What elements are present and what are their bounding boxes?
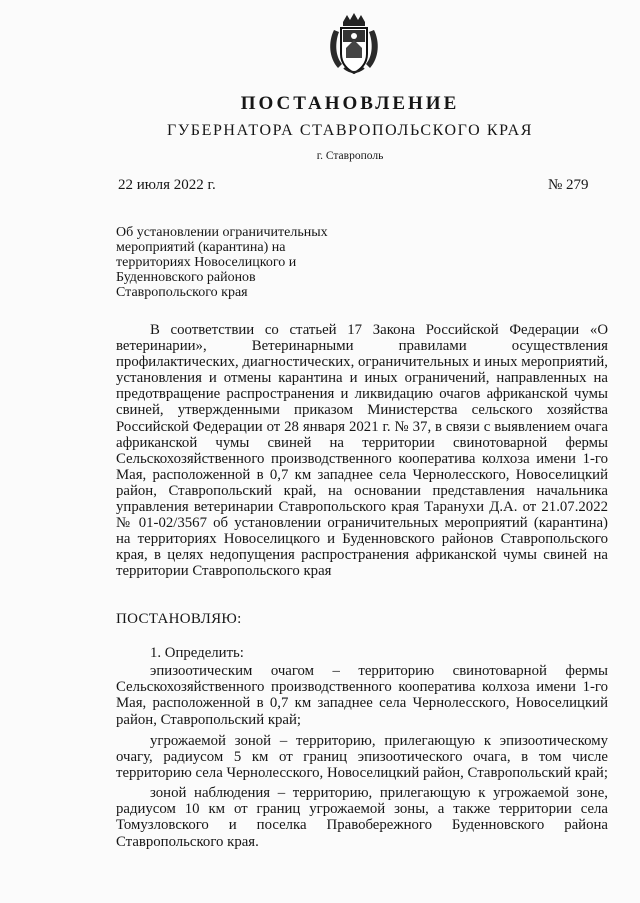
document-subject: Об установлении ограничительных мероприятий (карантина) на территориях Новоселицкого и Буденновского районов Ставропольского края: [116, 225, 328, 300]
city: г. Ставрополь: [316, 150, 384, 162]
coat-of-arms-emblem: [326, 12, 382, 78]
decree-word: ПОСТАНОВЛЯЮ:: [116, 611, 242, 627]
issuer-title: ГУБЕРНАТОРА СТАВРОПОЛЬСКОГО КРАЯ: [167, 122, 533, 139]
document-type: ПОСТАНОВЛЕНИЕ: [240, 93, 460, 114]
preamble-paragraph: В соответствии со статьей 17 Закона Российской Федерации «О ветеринарии», Ветеринарными правилами осуществления профилактических, диагностических, ограничительных и иных мероприятий, установления и отмены карантина и иных ограничений, направленных на предотвращение распространения и ликвидацию очагов африканской чумы свиней, утвержденными приказом Министерства сельского хозяйства Российской Федерации от 28 января 2021 г. № 37, в связи с выявлением очага африканской чумы свиней на территории свинотоварной фермы Сельскохозяйственного производственного кооператива колхоза имени 1-го Мая, расположенной в 0,7 км западнее села Чернолесского, Новоселицкий район, Ставропольский край, на основании представления начальника управления ветеринарии Ставропольского края Таранухи Д.А. от 21.07.2022 № 01-02/3567 об установлении ограничительных мероприятий (карантина) на территориях Новоселицкого и Буденновского районов Ставропольского края, в целях недопущения распространения африканской чумы свиней на территории Ставропольского края: [116, 322, 608, 580]
document-number: № 279: [548, 177, 589, 193]
epizootic-focus-paragraph: эпизоотическим очагом – территорию свинотоварной фермы Сельскохозяйственного производственного кооператива колхоза имени 1-го Мая, расположенной в 0,7 км западнее села Чернолесского, Новоселицкий район, Ставропольский край;: [116, 663, 608, 728]
observation-zone-paragraph: зоной наблюдения – территорию, прилегающую к угрожаемой зоне, радиусом 10 км от границ угрожаемой зоны, а также территории села Томузловского и поселка Правобережного Буденновского района Ставропольского края.: [116, 785, 608, 850]
item-1-heading: 1. Определить:: [150, 645, 244, 661]
document-date: 22 июля 2022 г.: [118, 177, 216, 193]
threatened-zone-paragraph: угрожаемой зоной – территорию, прилегающую к эпизоотическому очагу, радиусом 5 км от границ эпизоотического очага, в том числе территорию села Чернолесского, Новоселицкий район, Ставропольский край;: [116, 733, 608, 782]
